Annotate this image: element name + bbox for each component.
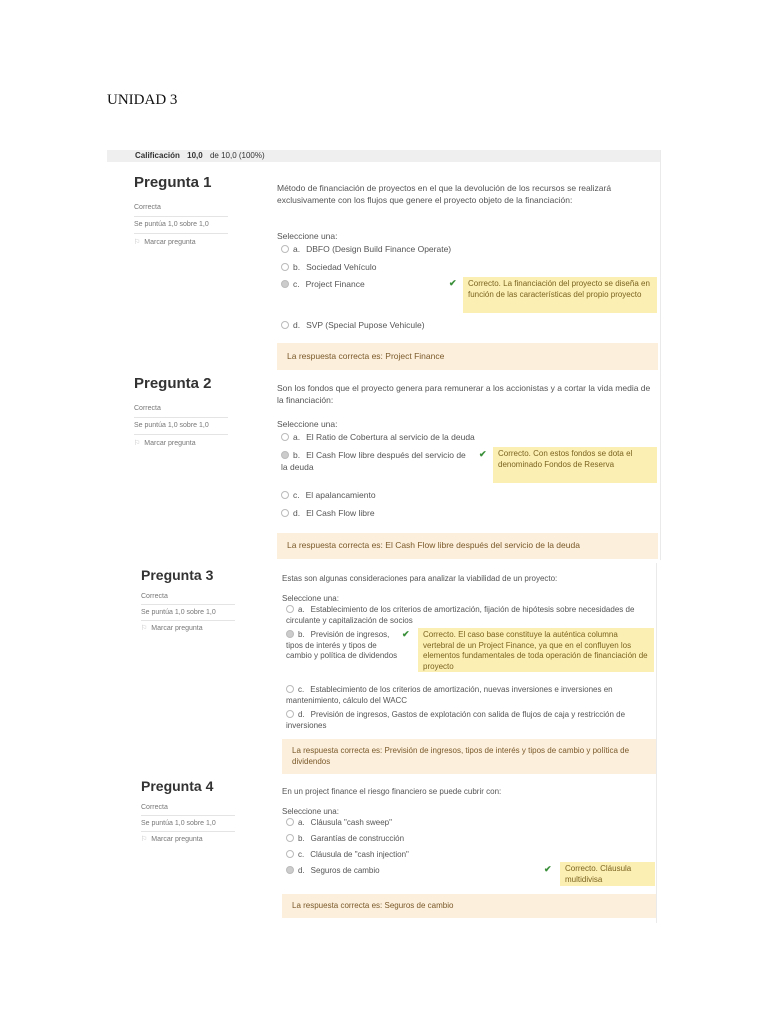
- question-status: Correcta: [134, 405, 161, 412]
- option-text: Garantías de construcción: [310, 834, 405, 843]
- grade-label: Calificación: [135, 151, 180, 160]
- flag-icon: ⚐: [134, 440, 141, 447]
- check-icon: ✔: [544, 864, 552, 874]
- question-score: Se puntúa 1,0 sobre 1,0: [141, 820, 216, 827]
- flag-label: Marcar pregunta: [144, 440, 196, 447]
- option-text: Seguros de cambio: [310, 866, 380, 875]
- option-b[interactable]: b. Previsión de ingresos, tipos de interés y tipos de cambio y política de dividendos: [286, 630, 398, 660]
- feedback-box: Correcto. Cláusula multidivisa: [560, 862, 655, 886]
- question-4-info: [141, 778, 261, 843]
- select-label: Seleccione una:: [282, 594, 339, 603]
- option-text: Previsión de ingresos, tipos de interés y tipos de cambio y política de dividendos: [286, 630, 398, 660]
- select-label: Seleccione una:: [277, 419, 338, 429]
- question-status: Correcta: [141, 804, 168, 811]
- radio-icon[interactable]: [286, 866, 294, 874]
- question-3-content: [282, 574, 652, 744]
- select-label: Seleccione una:: [277, 231, 338, 241]
- option-c[interactable]: c. Project Finance: [281, 279, 365, 291]
- correct-answer: La respuesta correcta es: Seguros de cambio: [282, 894, 656, 918]
- question-status: Correcta: [141, 593, 168, 600]
- option-c[interactable]: c. Cláusula de "cash injection": [286, 850, 409, 861]
- check-icon: ✔: [449, 278, 457, 288]
- question-text: En un project finance el riesgo financiero se puede cubrir con:: [282, 787, 502, 796]
- flag-icon: ⚐: [134, 239, 141, 246]
- option-d[interactable]: d. Previsión de ingresos, Gastos de explotación con salida de flujos de caja y restricción de inversiones: [286, 710, 626, 730]
- flag-label: Marcar pregunta: [151, 625, 203, 632]
- option-text: Establecimiento de los criterios de amortización, nuevas inversiones e inversiones en mantenimiento, cálculo del WACC: [286, 685, 613, 705]
- question-score: Se puntúa 1,0 sobre 1,0: [134, 221, 209, 228]
- radio-icon[interactable]: [286, 685, 294, 693]
- option-text: Cláusula "cash sweep": [310, 818, 392, 827]
- correct-answer: La respuesta correcta es: El Cash Flow libre después del servicio de la deuda: [277, 533, 658, 559]
- option-a[interactable]: a. Cláusula "cash sweep": [286, 818, 392, 829]
- radio-icon[interactable]: [281, 509, 289, 517]
- radio-icon[interactable]: [281, 433, 289, 441]
- question-title: Pregunta 1: [134, 174, 212, 191]
- option-text: El Cash Flow libre: [306, 508, 375, 518]
- option-c[interactable]: c. El apalancamiento: [281, 490, 376, 502]
- question-title: Pregunta 3: [141, 567, 214, 583]
- flag-question-button[interactable]: [141, 624, 203, 632]
- option-text: El apalancamiento: [305, 490, 376, 500]
- radio-icon[interactable]: [281, 245, 289, 253]
- correct-answer: La respuesta correcta es: Project Finance: [277, 343, 658, 370]
- question-title: Pregunta 2: [134, 375, 212, 392]
- option-text: Previsión de ingresos, Gastos de explotación con salida de flujos de caja y restricción de inversiones: [286, 710, 626, 730]
- option-text: DBFO (Design Build Finance Operate): [306, 244, 452, 254]
- option-d[interactable]: d. El Cash Flow libre: [281, 508, 375, 520]
- correct-answer: La respuesta correcta es: Previsión de ingresos, tipos de interés y tipos de cambio y política de dividendos: [282, 739, 656, 774]
- radio-icon[interactable]: [281, 280, 289, 288]
- option-text: Establecimiento de los criterios de amortización, fijación de hipótesis sobre necesidades de circulante y capitalización de socios: [286, 605, 635, 625]
- question-2-info: [134, 375, 254, 447]
- option-text: El Ratio de Cobertura al servicio de la deuda: [306, 432, 475, 442]
- option-text: SVP (Special Pupose Vehicule): [306, 320, 425, 330]
- radio-icon[interactable]: [286, 630, 294, 638]
- check-icon: ✔: [479, 449, 487, 459]
- question-text: Método de financiación de proyectos en el que la devolución de los recursos se realizará exclusivamente con los flujos que genere el proyecto objeto de la financiación:: [277, 183, 612, 205]
- question-score: Se puntúa 1,0 sobre 1,0: [134, 422, 209, 429]
- feedback-box: Correcto. Con estos fondos se dota el denominado Fondos de Reserva: [493, 447, 657, 483]
- feedback-box: Correcto. La financiación del proyecto se diseña en función de las características del propio proyecto: [463, 277, 657, 313]
- option-a[interactable]: a. Establecimiento de los criterios de amortización, fijación de hipótesis sobre necesidades de circulante y capitalización de socios: [286, 605, 635, 625]
- option-c[interactable]: c. Establecimiento de los criterios de amortización, nuevas inversiones e inversiones en mantenimiento, cálculo del WACC: [286, 685, 613, 705]
- radio-icon[interactable]: [286, 834, 294, 842]
- option-b[interactable]: b. Sociedad Vehículo: [281, 262, 377, 274]
- question-4-content: [282, 787, 652, 897]
- option-a[interactable]: a. DBFO (Design Build Finance Operate): [281, 244, 451, 256]
- flag-question-button[interactable]: [141, 835, 203, 843]
- question-score: Se puntúa 1,0 sobre 1,0: [141, 609, 216, 616]
- option-text: Sociedad Vehículo: [306, 262, 377, 272]
- radio-icon[interactable]: [286, 818, 294, 826]
- radio-icon[interactable]: [281, 491, 289, 499]
- option-b[interactable]: b. Garantías de construcción: [286, 834, 404, 845]
- question-text: Son los fondos que el proyecto genera para remunerar a los accionistas y a cortar la vida media de la financiación:: [277, 383, 651, 405]
- radio-icon[interactable]: [286, 850, 294, 858]
- feedback-box: Correcto. El caso base constituye la auténtica columna vertebral de un Project Finance, ya que en el confluyen los elementos fundamentales de toda operación de financiación de proyecto: [418, 628, 654, 672]
- option-a[interactable]: a. El Ratio de Cobertura al servicio de la deuda: [281, 432, 475, 444]
- question-1-info: [134, 174, 254, 246]
- radio-icon[interactable]: [281, 321, 289, 329]
- option-text: El Cash Flow libre después del servicio de la deuda: [281, 450, 466, 472]
- question-title: Pregunta 4: [141, 778, 214, 794]
- flag-question-button[interactable]: [134, 439, 196, 447]
- quiz-screenshot-1: [107, 150, 661, 560]
- radio-icon[interactable]: [281, 263, 289, 271]
- select-label: Seleccione una:: [282, 807, 339, 816]
- option-d[interactable]: d. SVP (Special Pupose Vehicule): [281, 320, 425, 332]
- radio-icon[interactable]: [281, 451, 289, 459]
- question-status: Correcta: [134, 204, 161, 211]
- question-2-content: [277, 383, 657, 523]
- radio-icon[interactable]: [286, 605, 294, 613]
- flag-label: Marcar pregunta: [151, 836, 203, 843]
- grade-value: 10,0: [187, 151, 203, 160]
- grade-rest: de 10,0 (100%): [209, 151, 265, 160]
- quiz-screenshot-2: [116, 563, 657, 923]
- radio-icon[interactable]: [286, 710, 294, 718]
- flag-question-button[interactable]: [134, 238, 196, 246]
- flag-label: Marcar pregunta: [144, 239, 196, 246]
- option-text: Project Finance: [305, 279, 365, 289]
- flag-icon: ⚐: [141, 836, 148, 843]
- option-text: Cláusula de "cash injection": [310, 850, 409, 859]
- option-d[interactable]: d. Seguros de cambio: [286, 866, 380, 877]
- grade-summary: [107, 150, 660, 162]
- document-title: UNIDAD 3: [107, 92, 178, 108]
- flag-icon: ⚐: [141, 625, 148, 632]
- option-b[interactable]: b. El Cash Flow libre después del servicio de la deuda: [281, 450, 466, 472]
- question-3-info: [141, 567, 261, 632]
- check-icon: ✔: [402, 629, 410, 639]
- question-text: Estas son algunas consideraciones para analizar la viabilidad de un proyecto:: [282, 574, 558, 583]
